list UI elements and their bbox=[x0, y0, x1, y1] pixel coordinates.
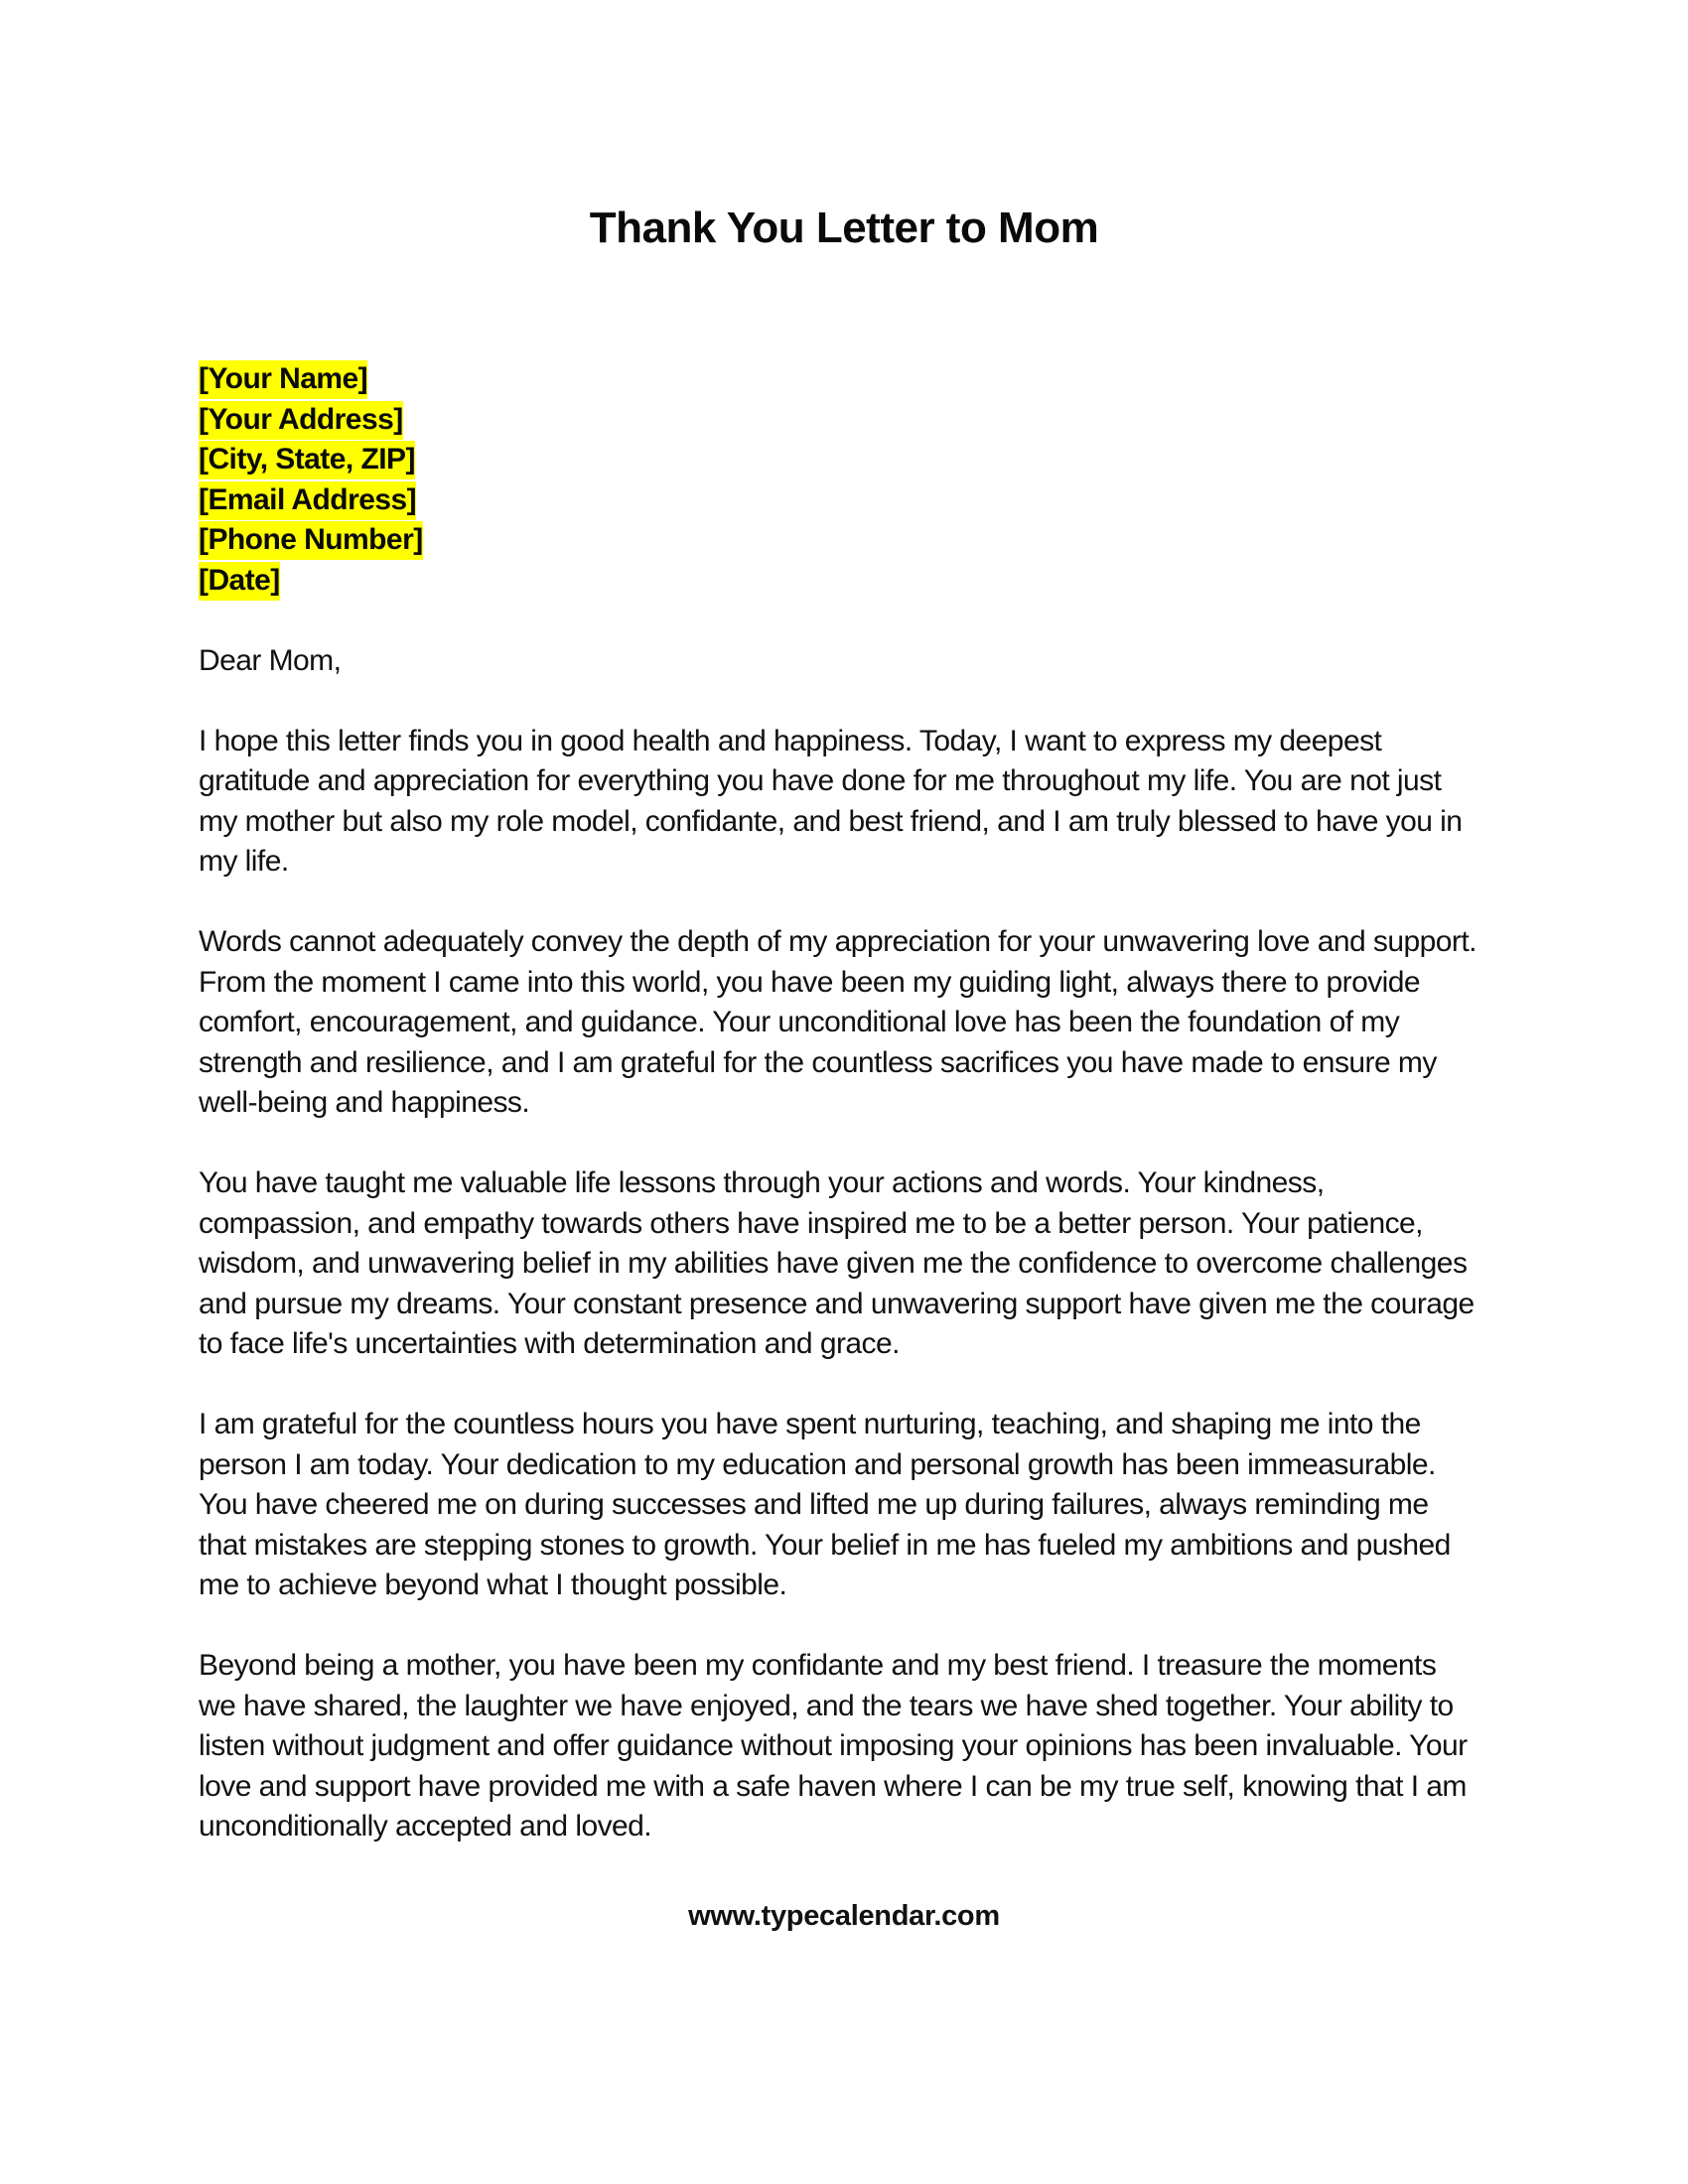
footer-website: www.typecalendar.com bbox=[688, 1900, 1000, 1932]
sender-info-block bbox=[199, 359, 1489, 601]
sender-email-placeholder: [Email Address] bbox=[199, 481, 416, 520]
document-title: Thank You Letter to Mom bbox=[589, 204, 1099, 252]
body-paragraph-1: I hope this letter finds you in good health and happiness. Today, I want to express my deepest gratitude and appreciation for everything you have done for me throughout my life. You are not just my mother but also my role model, confidante, and best friend, and I am truly blessed to have you in my life. bbox=[199, 724, 1463, 878]
sender-address-line bbox=[199, 400, 1489, 441]
sender-phone-line bbox=[199, 520, 1489, 561]
sender-address-placeholder: [Your Address] bbox=[199, 401, 403, 440]
sender-city-line bbox=[199, 440, 1489, 480]
letter-body bbox=[199, 359, 1489, 1887]
sender-name-line bbox=[199, 359, 1489, 400]
salutation: Dear Mom, bbox=[199, 643, 342, 677]
date-placeholder: [Date] bbox=[199, 562, 280, 601]
body-paragraph-3: You have taught me valuable life lessons through your actions and words. Your kindness, compassion, and empathy towards others have inspired me to be a better person. Your patience, wisdom, and unwavering belief in my abilities have given me the confidence to overcome challenges and pursue my dreams. Your constant presence and unwavering support have given me the courage to face life's uncertainties with determination and grace. bbox=[199, 1166, 1475, 1360]
body-paragraph-4: I am grateful for the countless hours you have spent nurturing, teaching, and shaping me into the person I am today. Your dedication to my education and personal growth has been immeasurable. You have cheered me on during successes and lifted me up during failures, always reminding me that mistakes are stepping stones to growth. Your belief in me has fueled my ambitions and pushed me to achieve beyond what I thought possible. bbox=[199, 1408, 1451, 1601]
body-paragraph-2: Words cannot adequately convey the depth of my appreciation for your unwavering love and support. From the moment I came into this world, you have been my guiding light, always there to provide comfort, encouragement, and guidance. Your unconditional love has been the foundation of my strength and resilience, and I am grateful for the countless sacrifices you have made to ensure my well-being and happiness. bbox=[199, 925, 1477, 1119]
body-paragraph-5: Beyond being a mother, you have been my confidante and my best friend. I treasure the moments we have shared, the laughter we have enjoyed, and the tears we have shed together. Your ability to listen without judgment and offer guidance without imposing your opinions has been invaluable. Your love and support have provided me with a safe haven where I can be my true self, knowing that I am unconditionally accepted and loved. bbox=[199, 1649, 1468, 1843]
sender-date-line bbox=[199, 561, 1489, 602]
sender-phone-placeholder: [Phone Number] bbox=[199, 521, 423, 560]
sender-email-line bbox=[199, 480, 1489, 521]
sender-name-placeholder: [Your Name] bbox=[199, 360, 367, 399]
sender-city-placeholder: [City, State, ZIP] bbox=[199, 441, 415, 479]
